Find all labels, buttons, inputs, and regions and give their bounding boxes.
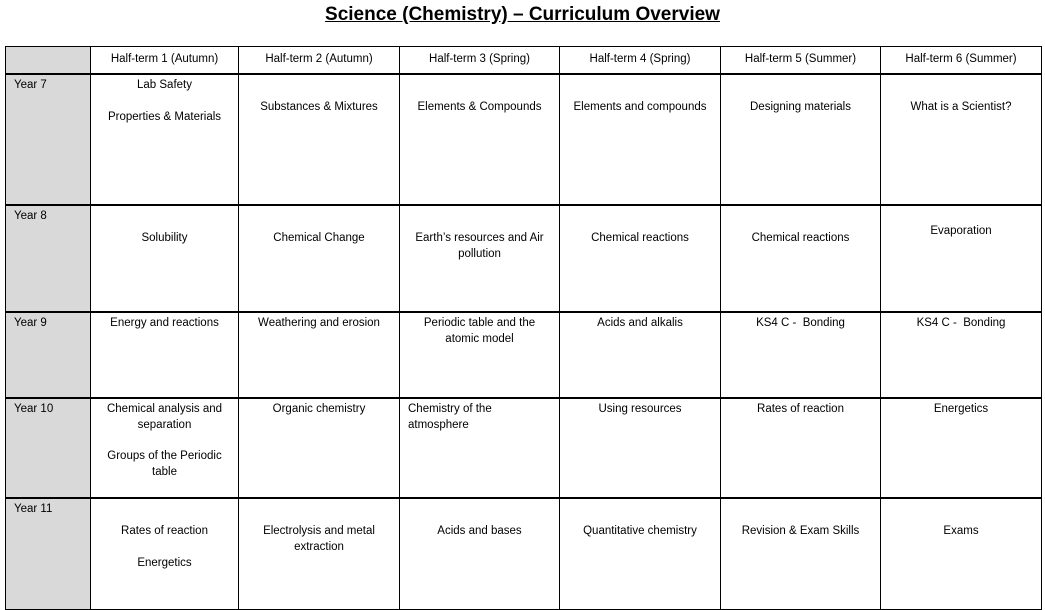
topic-cell [239, 398, 400, 498]
topic-text: Energetics [933, 403, 989, 415]
topic-cell [881, 205, 1042, 312]
topic-cell [239, 312, 400, 398]
topic-text: Evaporation [930, 225, 992, 237]
row-header-year-9: Year 9 [6, 312, 91, 398]
column-header-half-term-1: Half-term 1 (Autumn) [91, 47, 239, 75]
topic-cell [239, 74, 400, 205]
corner-cell [6, 47, 91, 75]
topic-cell [91, 498, 239, 610]
column-header-half-term-2: Half-term 2 (Autumn) [239, 47, 400, 75]
topic-cell [721, 74, 881, 205]
row-header-year-10: Year 10 [6, 398, 91, 498]
topic-text: Using resources [598, 403, 682, 415]
column-header-half-term-5: Half-term 5 (Summer) [721, 47, 881, 75]
topic-cell [560, 205, 721, 312]
topic-cell [881, 398, 1042, 498]
header-row [6, 47, 1042, 75]
topic-text: Chemical reactions [751, 232, 850, 244]
column-header-half-term-4: Half-term 4 (Spring) [560, 47, 721, 75]
topic-text: Quantitative chemistry [583, 525, 697, 537]
table-row-year-7 [6, 74, 1042, 205]
topic-text: Groups of the Periodic table [107, 450, 222, 478]
topic-text: Energetics [137, 556, 192, 569]
topic-text: Periodic table and the atomic model [423, 317, 536, 345]
topic-cell [560, 74, 721, 205]
topic-text: Substances & Mixtures [260, 101, 378, 113]
topic-cell [400, 205, 560, 312]
page-title: Science (Chemistry) – Curriculum Overview [325, 4, 720, 25]
topic-text: KS4 C - Bonding [916, 317, 1006, 329]
topic-cell [721, 498, 881, 610]
topic-text: Electrolysis and metal extraction [263, 525, 375, 553]
topic-cell [91, 205, 239, 312]
topic-cell [721, 312, 881, 398]
topic-text: Energy and reactions [110, 317, 219, 329]
topic-cell [400, 498, 560, 610]
topic-cell [560, 398, 721, 498]
topic-text: Properties & Materials [107, 110, 222, 123]
topic-text: Designing materials [750, 101, 851, 113]
topic-cell [721, 205, 881, 312]
topic-text: Rates of reaction [121, 525, 208, 537]
curriculum-table [5, 46, 1042, 610]
topic-text: Chemical Change [273, 232, 365, 244]
topic-cell [91, 398, 239, 498]
topic-text: Elements & Compounds [417, 101, 542, 113]
row-header-year-8: Year 8 [6, 205, 91, 312]
topic-text: Solubility [141, 232, 188, 244]
topic-cell [400, 398, 560, 498]
topic-cell [91, 312, 239, 398]
table-row-year-8 [6, 205, 1042, 312]
row-header-year-11: Year 11 [6, 498, 91, 610]
topic-cell [400, 74, 560, 205]
topic-cell [400, 312, 560, 398]
topic-cell [560, 312, 721, 398]
table-row-year-10 [6, 398, 1042, 498]
topic-text: Organic chemistry [272, 403, 366, 415]
topic-text: What is a Scientist? [910, 101, 1012, 113]
topic-text: Lab Safety [137, 79, 192, 91]
topic-cell [721, 398, 881, 498]
topic-text: Chemical analysis and separation [106, 403, 223, 431]
topic-text: Chemical reactions [591, 232, 689, 244]
topic-text: Elements and compounds [573, 101, 707, 113]
topic-text: Acids and bases [437, 525, 522, 537]
topic-cell [881, 498, 1042, 610]
column-header-half-term-3: Half-term 3 (Spring) [400, 47, 560, 75]
topic-text: Earth’s resources and Air pollution [415, 232, 544, 260]
topic-cell [239, 205, 400, 312]
table-row-year-11 [6, 498, 1042, 610]
column-header-half-term-6: Half-term 6 (Summer) [881, 47, 1042, 75]
topic-cell [239, 498, 400, 610]
topic-cell [881, 74, 1042, 205]
topic-text: Revision & Exam Skills [741, 525, 860, 537]
table-row-year-9 [6, 312, 1042, 398]
topic-text: Acids and alkalis [597, 317, 683, 329]
topic-text: Exams [943, 525, 979, 537]
topic-cell [91, 74, 239, 205]
topic-text: KS4 C - Bonding [756, 317, 845, 329]
topic-text: Chemistry of the atmosphere [408, 403, 492, 431]
row-header-year-7: Year 7 [6, 74, 91, 205]
topic-text: Weathering and erosion [258, 317, 380, 329]
topic-cell [560, 498, 721, 610]
topic-text: Rates of reaction [757, 403, 844, 415]
topic-cell [881, 312, 1042, 398]
